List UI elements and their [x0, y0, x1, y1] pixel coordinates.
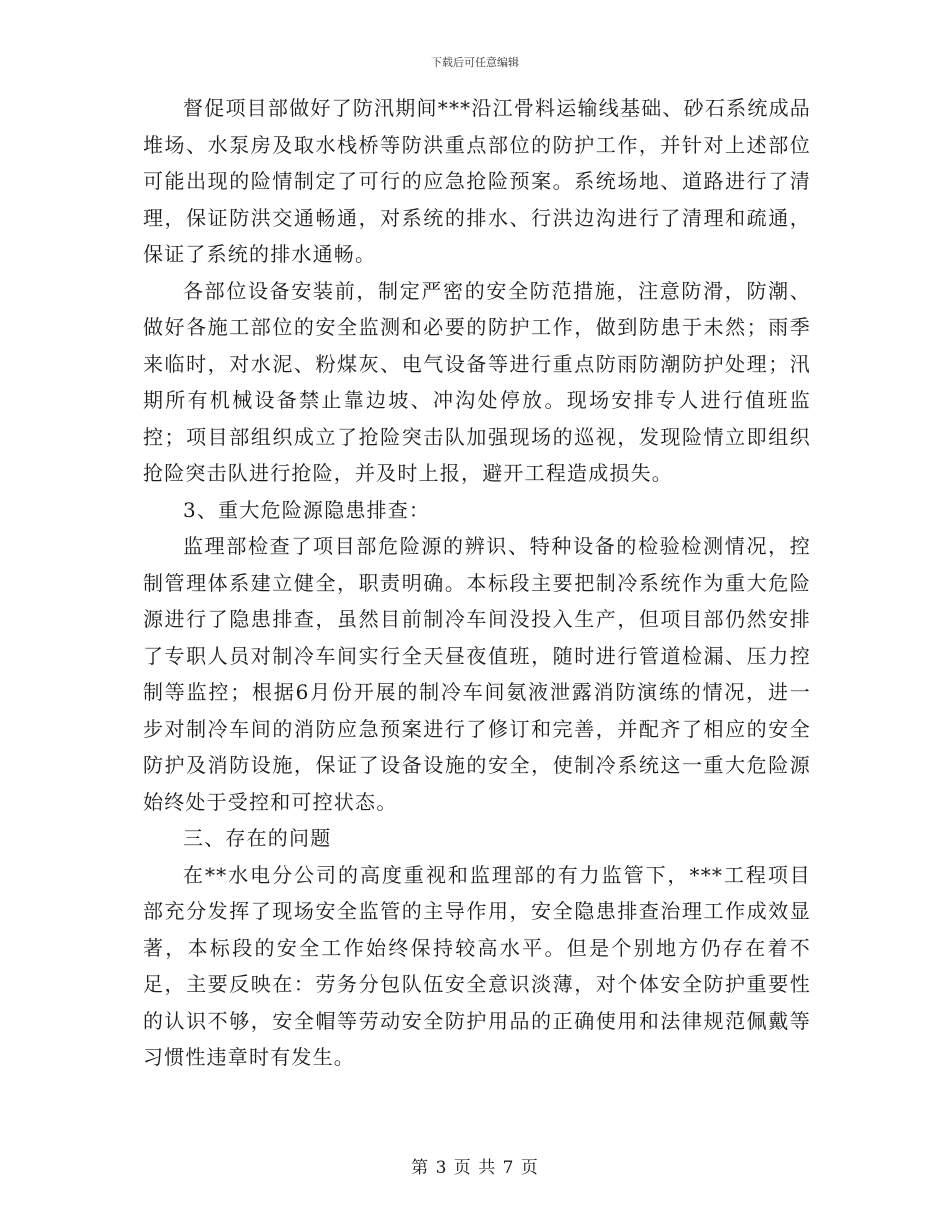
paragraph-flood-protection: 督促项目部做好了防汛期间***沿江骨料运输线基础、砂石系统成品堆场、水泵房及取水栈桥等防洪重点部位的防护工作，并针对上述部位可能出现的险情制定了可行的应急抢险预案。系统场地、道路进行了清理，保证防洪交通畅通，对系统的排水、行洪边沟进行了清理和疏通，保证了系统的排水通畅。 — [143, 96, 811, 266]
paragraph-equipment-safety: 各部位设备安装前，制定严密的安全防范措施，注意防滑，防潮、做好各施工部位的安全监测和必要的防护工作，做到防患于未然；雨季来临时，对水泥、粉煤灰、电气设备等进行重点防雨防潮防护处理；汛期所有机械设备禁止靠边坡、冲沟处停放。现场安排专人进行值班监控；项目部组织成立了抢险突击队加强现场的巡视，发现险情立即组织抢险突击队进行抢险，并及时上报，避开工程造成损失。 — [143, 278, 811, 485]
paragraph-hazard-inspection: 监理部检查了项目部危险源的辨识、特种设备的检验检测情况，控制管理体系建立健全，职责明确。本标段主要把制冷系统作为重大危险源进行了隐患排查，虽然目前制冷车间没投入生产，但项目部仍然安排了专职人员对制冷车间实行全天昼夜值班，随时进行管道检漏、压力控制等监控；根据6月份开展的制冷车间氨液泄露消防演练的情况，进一步对制冷车间的消防应急预案进行了修订和完善，并配齐了相应的安全防护及消防设施，保证了设备设施的安全，使制冷系统这一重大危险源始终处于受控和可控状态。 — [143, 534, 811, 814]
paragraph-existing-problems: 在**水电分公司的高度重视和监理部的有力监管下，***工程项目部充分发挥了现场安全监管的主导作用，安全隐患排查治理工作成效显著，本标段的安全工作始终保持较高水平。但是个别地方仍存在着不足，主要反映在：劳务分包队伍安全意识淡薄，对个体安全防护重要性的认识不够，安全帽等劳动安全防护用品的正确使用和法律规范佩戴等习惯性违章时有发生。 — [143, 862, 811, 1069]
page-number: 第 3 页 共 7 页 — [411, 1158, 539, 1178]
document-body — [143, 90, 811, 1076]
header-note: 下载后可任意编辑 — [431, 56, 519, 69]
section-heading-problems: 三、存在的问题 — [183, 826, 332, 850]
section-heading-hazard-check: 3、重大危险源隐患排查： — [183, 497, 431, 522]
